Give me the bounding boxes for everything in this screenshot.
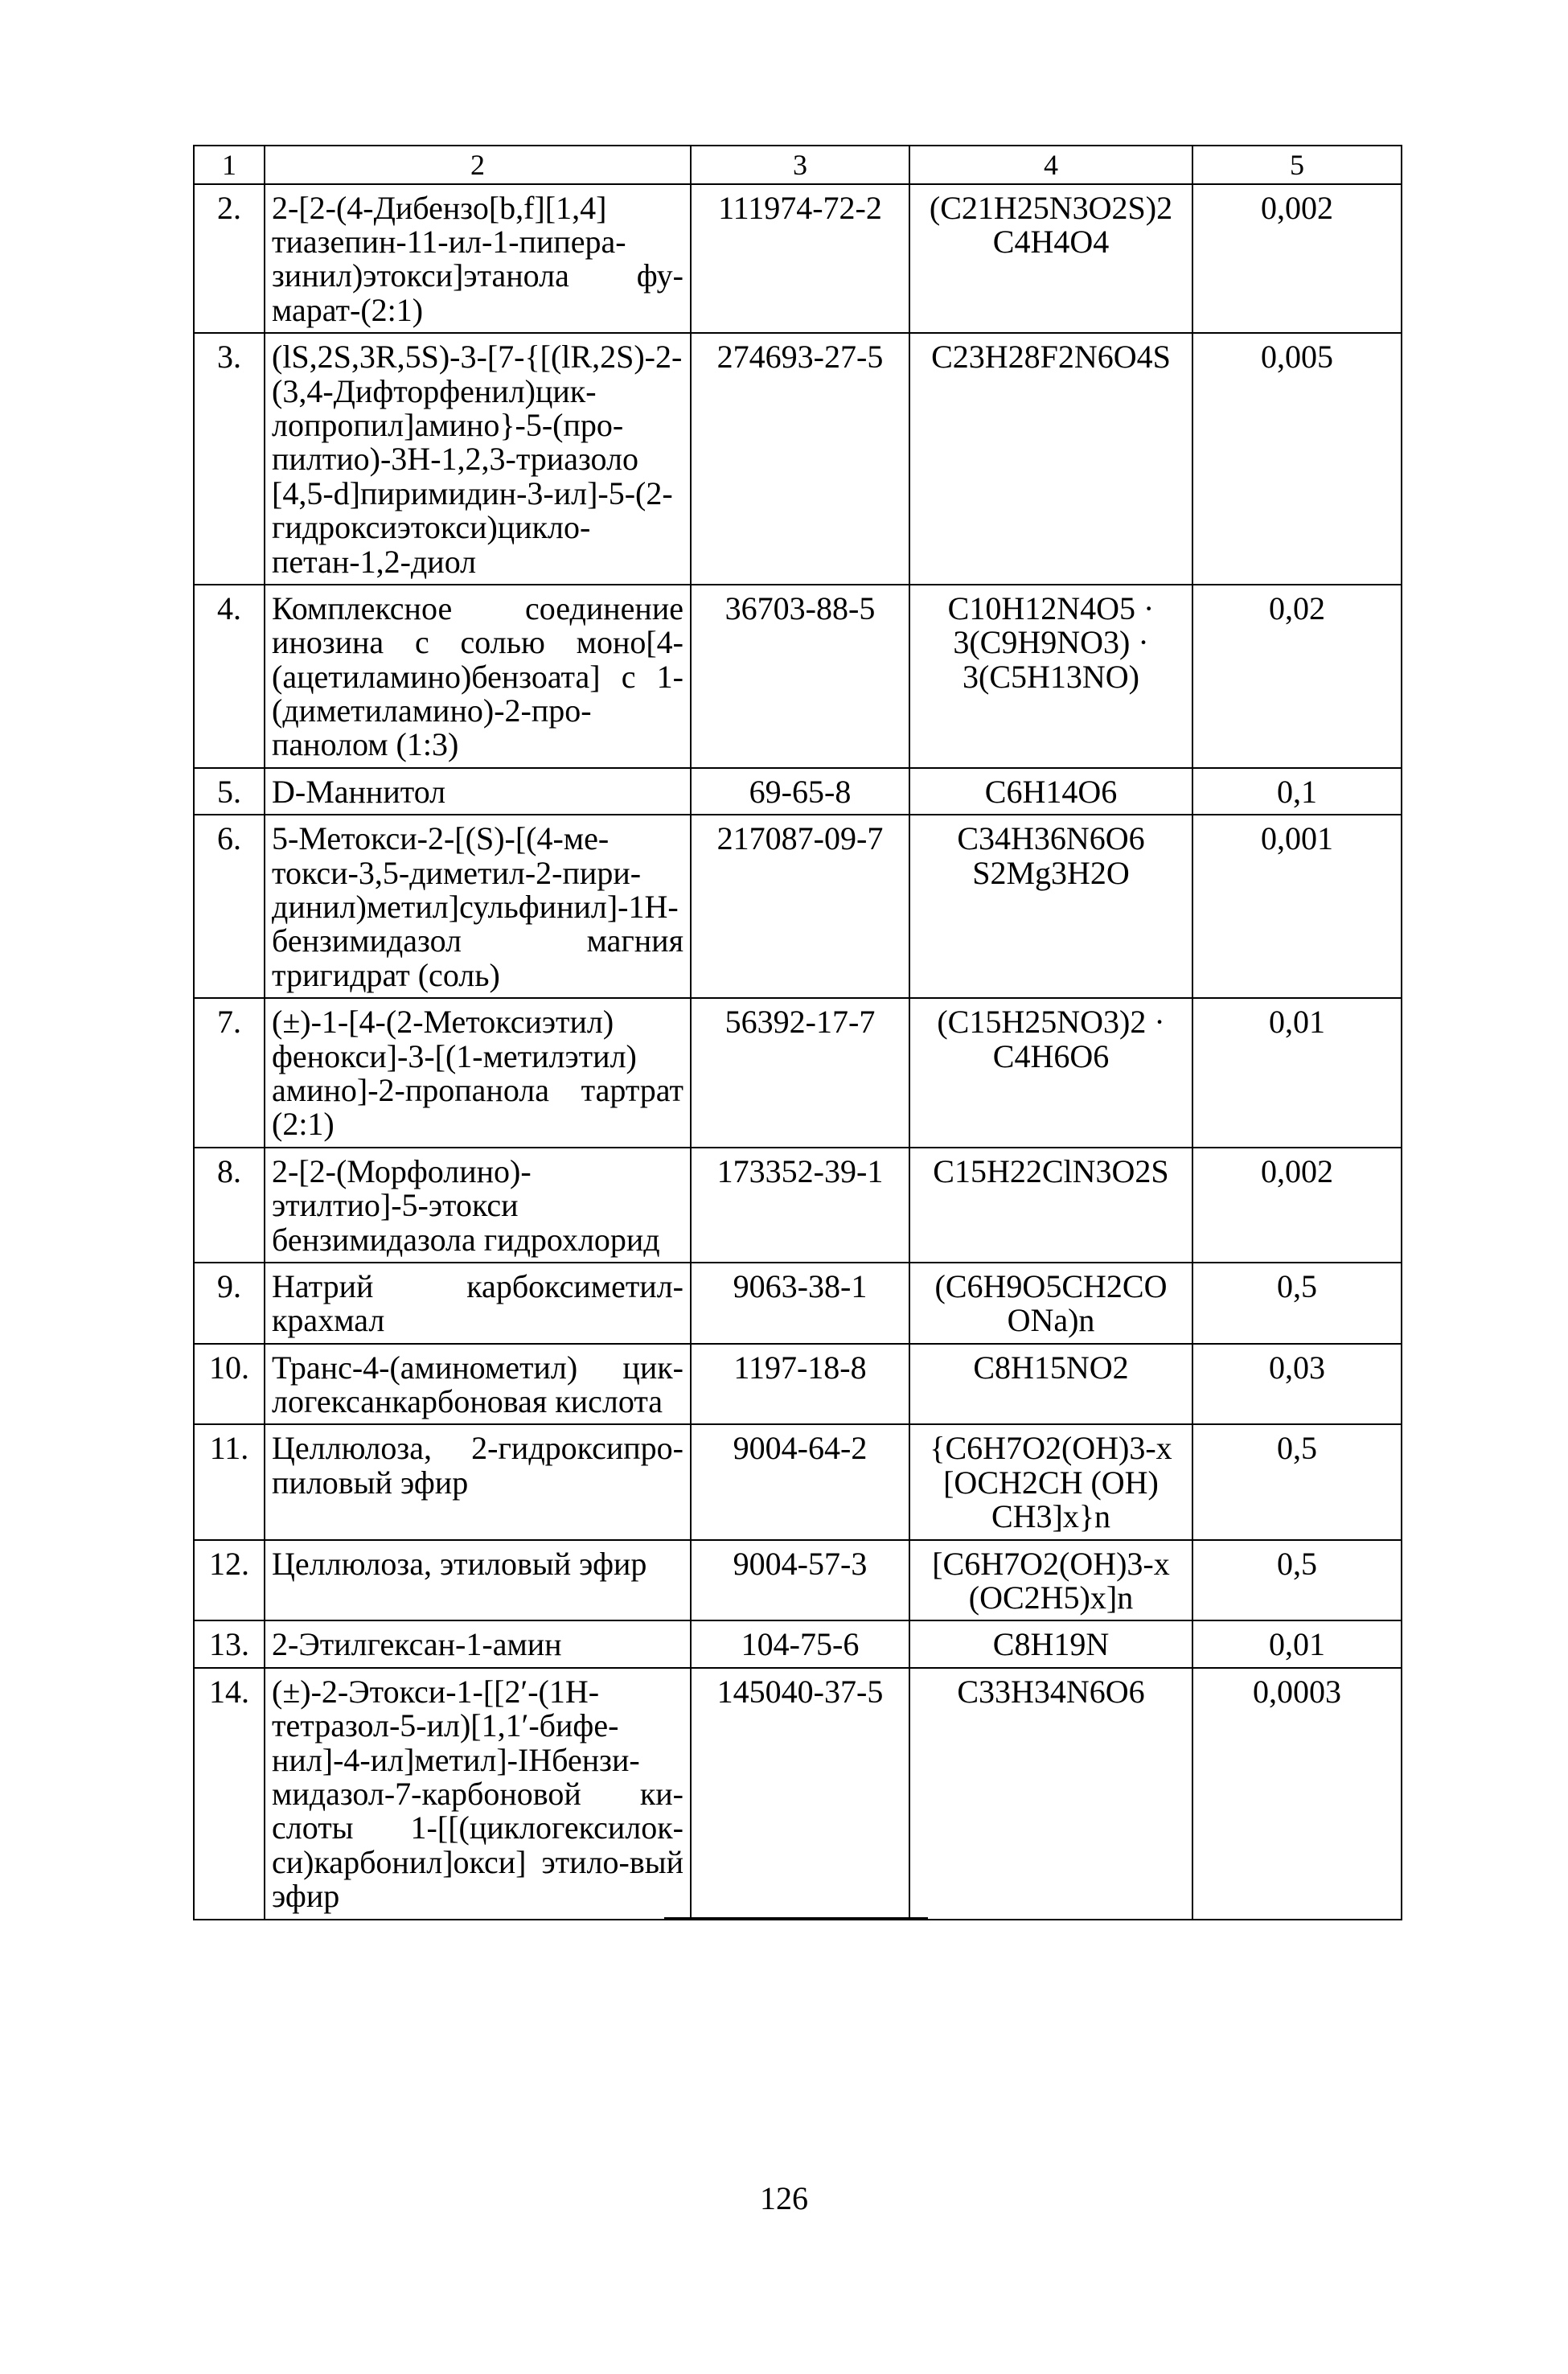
table-row <box>194 1620 1402 1667</box>
molecular-formula: C6H14O6 <box>909 768 1192 815</box>
row-number: 14. <box>194 1668 265 1920</box>
table-row <box>194 1424 1402 1539</box>
column-number: 5 <box>1192 146 1402 184</box>
limit-value: 0,001 <box>1192 815 1402 998</box>
substance-name: (lS,2S,3R,5S)-3-[7-{[(lR,2S)-2-(3,4-Дифторфенил)цик-лопропил]амино}-5-(про-пилтио)-3H-1,2,3-триазоло [4,5-d]пиримидин-3-ил]-5-(2-гидроксиэтокси)цикло-петан-1,2-диол <box>265 333 691 585</box>
molecular-formula: C34H36N6O6 S2Mg3H2O <box>909 815 1192 998</box>
table-row <box>194 768 1402 815</box>
table-row <box>194 585 1402 768</box>
molecular-formula: C8H15NO2 <box>909 1344 1192 1425</box>
molecular-formula: C33H34N6O6 <box>909 1668 1192 1920</box>
cas-number: 69-65-8 <box>691 768 909 815</box>
molecular-formula: [C6H7O2(OH)3-x (OC2H5)x]n <box>909 1540 1192 1621</box>
table-row <box>194 1344 1402 1425</box>
substance-name: 2-Этилгексан-1-амин <box>265 1620 691 1667</box>
table-row <box>194 333 1402 585</box>
column-number: 3 <box>691 146 909 184</box>
limit-value: 0,1 <box>1192 768 1402 815</box>
limit-value: 0,5 <box>1192 1424 1402 1539</box>
substance-name: Натрий карбоксиметил-крахмал <box>265 1263 691 1344</box>
molecular-formula: (C15H25NO3)2 · C4H6O6 <box>909 998 1192 1148</box>
table-row <box>194 1540 1402 1621</box>
table-row <box>194 1668 1402 1920</box>
cas-number: 111974-72-2 <box>691 184 909 334</box>
table-row <box>194 1263 1402 1344</box>
molecular-formula: C8H19N <box>909 1620 1192 1667</box>
row-number: 9. <box>194 1263 265 1344</box>
row-number: 13. <box>194 1620 265 1667</box>
substance-name: (±)-1-[4-(2-Метоксиэтил) фенокси]-3-[(1-метилэтил) амино]-2-пропанола тартрат (2:1) <box>265 998 691 1148</box>
footnote-separator <box>664 1917 928 1920</box>
row-number: 3. <box>194 333 265 585</box>
column-number: 2 <box>265 146 691 184</box>
molecular-formula: {C6H7O2(OH)3-x [OCH2CH (OH) CH3]x}n <box>909 1424 1192 1539</box>
limit-value: 0,01 <box>1192 998 1402 1148</box>
table-row <box>194 815 1402 998</box>
row-number: 6. <box>194 815 265 998</box>
substances-table <box>193 145 1402 1920</box>
limit-value: 0,01 <box>1192 1620 1402 1667</box>
table-row <box>194 1148 1402 1263</box>
limit-value: 0,5 <box>1192 1540 1402 1621</box>
limit-value: 0,002 <box>1192 1148 1402 1263</box>
molecular-formula: C23H28F2N6O4S <box>909 333 1192 585</box>
substance-name: 2-[2-(Морфолино)-этилтио]-5-этокси бензимидазола гидрохлорид <box>265 1148 691 1263</box>
row-number: 7. <box>194 998 265 1148</box>
limit-value: 0,0003 <box>1192 1668 1402 1920</box>
column-number-row <box>194 146 1402 184</box>
row-number: 2. <box>194 184 265 334</box>
row-number: 5. <box>194 768 265 815</box>
cas-number: 173352-39-1 <box>691 1148 909 1263</box>
molecular-formula: C10H12N4O5 · 3(C9H9NO3) · 3(C5H13NO) <box>909 585 1192 768</box>
page-number: 126 <box>760 2180 808 2216</box>
table-row <box>194 998 1402 1148</box>
molecular-formula: (C6H9O5CH2CO ONa)n <box>909 1263 1192 1344</box>
substance-name: 2-[2-(4-Дибензо[b,f][1,4] тиазепин-11-ил-1-пипера-зинил)этокси]этанола фу-марат-(2:1) <box>265 184 691 334</box>
substance-name: (±)-2-Этокси-1-[[2′-(1H-тетразол-5-ил)[1,1′-бифе-нил]-4-ил]метил]-IHбензи-мидазол-7-карбоновой ки-слоты 1-[[(циклогексилок-си)карбонил]окси] этило-вый эфир <box>265 1668 691 1920</box>
limit-value: 0,03 <box>1192 1344 1402 1425</box>
column-number: 1 <box>194 146 265 184</box>
cas-number: 104-75-6 <box>691 1620 909 1667</box>
cas-number: 9004-57-3 <box>691 1540 909 1621</box>
substance-name: 5-Метокси-2-[(S)-[(4-ме-токси-3,5-диметил-2-пири-динил)метил]сульфинил]-1H-бензимидазол магния тригидрат (соль) <box>265 815 691 998</box>
cas-number: 36703-88-5 <box>691 585 909 768</box>
row-number: 4. <box>194 585 265 768</box>
molecular-formula: (C21H25N3O2S)2 C4H4O4 <box>909 184 1192 334</box>
column-number: 4 <box>909 146 1192 184</box>
cas-number: 274693-27-5 <box>691 333 909 585</box>
limit-value: 0,002 <box>1192 184 1402 334</box>
table-row <box>194 184 1402 334</box>
limit-value: 0,005 <box>1192 333 1402 585</box>
substance-name: Целлюлоза, 2-гидроксипро-пиловый эфир <box>265 1424 691 1539</box>
cas-number: 145040-37-5 <box>691 1668 909 1920</box>
row-number: 11. <box>194 1424 265 1539</box>
substance-name: Транс-4-(аминометил) цик-логексанкарбоновая кислота <box>265 1344 691 1425</box>
limit-value: 0,02 <box>1192 585 1402 768</box>
cas-number: 217087-09-7 <box>691 815 909 998</box>
row-number: 8. <box>194 1148 265 1263</box>
row-number: 10. <box>194 1344 265 1425</box>
substance-name: Комплексное соединение инозина с солью моно[4-(ацетиламино)бензоата] с 1-(диметиламино)-2-про-панолом (1:3) <box>265 585 691 768</box>
cas-number: 9063-38-1 <box>691 1263 909 1344</box>
substance-name: Целлюлоза, этиловый эфир <box>265 1540 691 1621</box>
row-number: 12. <box>194 1540 265 1621</box>
substance-name: D-Маннитол <box>265 768 691 815</box>
molecular-formula: C15H22ClN3O2S <box>909 1148 1192 1263</box>
cas-number: 1197-18-8 <box>691 1344 909 1425</box>
cas-number: 56392-17-7 <box>691 998 909 1148</box>
cas-number: 9004-64-2 <box>691 1424 909 1539</box>
limit-value: 0,5 <box>1192 1263 1402 1344</box>
